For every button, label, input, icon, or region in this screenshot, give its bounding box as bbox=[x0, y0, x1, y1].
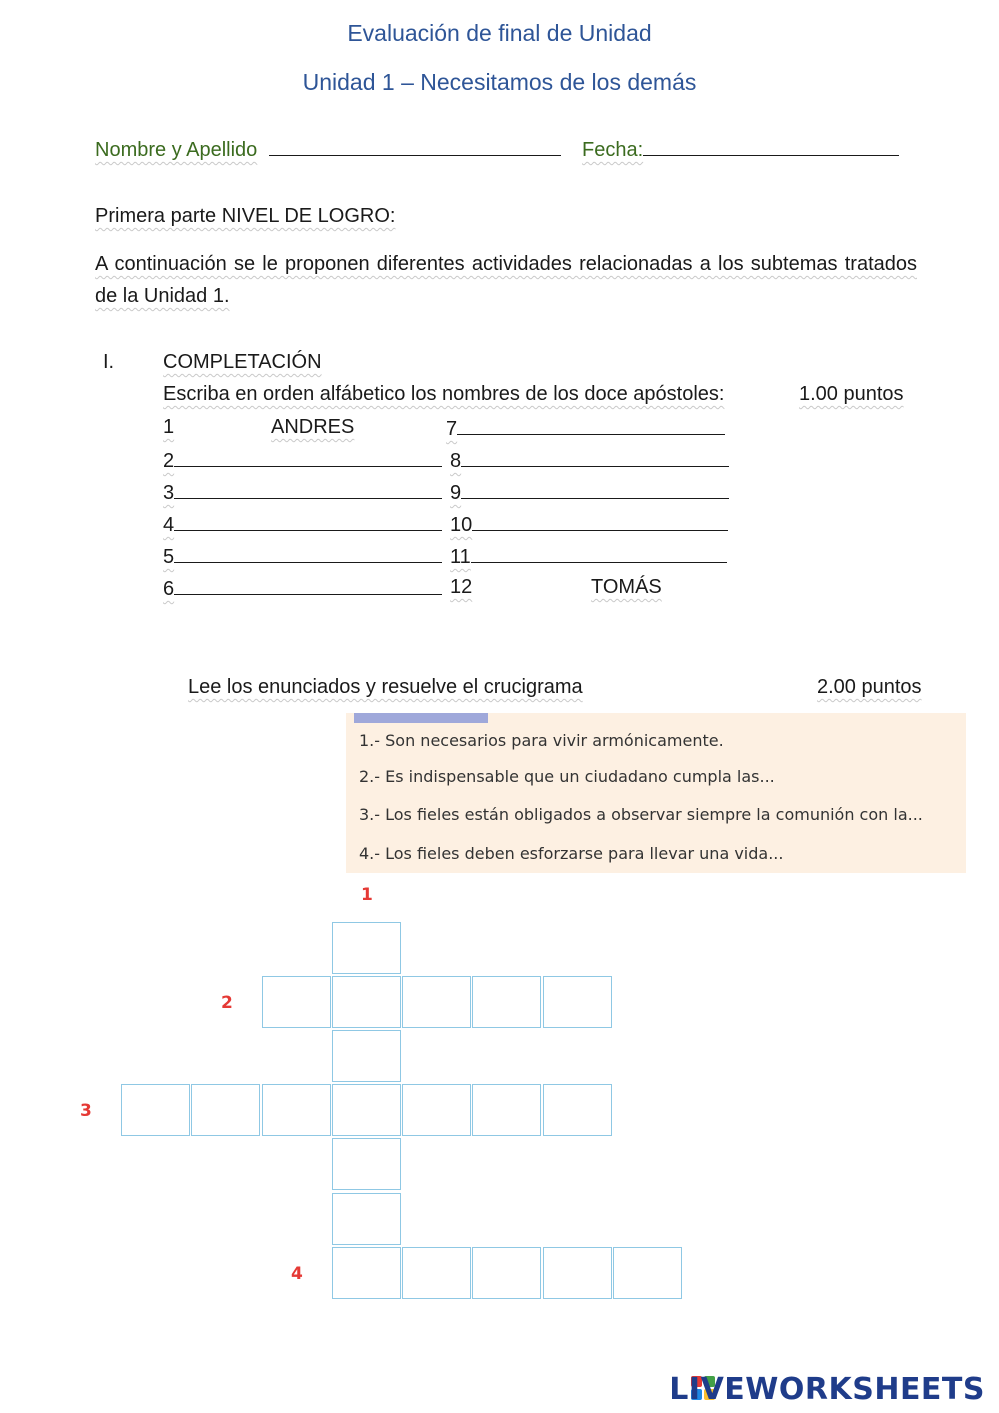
item-11-number: 11 bbox=[450, 546, 471, 568]
date-label: Fecha: bbox=[582, 139, 644, 161]
clue-3: 3.- Los fieles están obligados a observar siempre la comunión con la... bbox=[359, 805, 923, 824]
list-item bbox=[450, 480, 729, 505]
crossword-cell-3-1[interactable] bbox=[121, 1084, 190, 1136]
crossword-cell-1-5[interactable] bbox=[332, 1138, 401, 1190]
item-8-line[interactable] bbox=[461, 448, 729, 467]
item-3-number: 3 bbox=[163, 482, 175, 504]
list-item bbox=[450, 448, 729, 473]
name-label: Nombre y Apellido bbox=[95, 139, 258, 161]
crossword-cell-3-7[interactable] bbox=[543, 1084, 612, 1136]
crossword-cell-2-1[interactable] bbox=[262, 976, 331, 1028]
crossword-cell-1-1[interactable] bbox=[332, 922, 401, 974]
crossword-cell-2-5[interactable] bbox=[543, 976, 612, 1028]
item-3-line[interactable] bbox=[174, 480, 442, 499]
crossword-cell-4-3[interactable] bbox=[472, 1247, 541, 1299]
item-12-answer: TOMÁS bbox=[591, 576, 662, 598]
page-subtitle: Unidad 1 – Necesitamos de los demás bbox=[302, 69, 697, 95]
item-4-number: 4 bbox=[163, 514, 175, 536]
section-title: COMPLETACIÓN bbox=[163, 351, 322, 373]
item-4-line[interactable] bbox=[174, 512, 442, 531]
date-field-row bbox=[582, 137, 899, 162]
clues-panel bbox=[346, 713, 966, 873]
item-12-number: 12 bbox=[450, 576, 473, 598]
crossword-cell-1-4[interactable] bbox=[332, 1084, 401, 1136]
item-9-line[interactable] bbox=[461, 480, 729, 499]
list-item bbox=[163, 448, 442, 473]
crossword-cell-2-4[interactable] bbox=[472, 976, 541, 1028]
list-item bbox=[450, 512, 728, 537]
part1-heading: Primera parte NIVEL DE LOGRO: bbox=[95, 205, 396, 227]
item-7-number: 7 bbox=[446, 418, 458, 440]
item-10-line[interactable] bbox=[472, 512, 728, 531]
item-6-line[interactable] bbox=[174, 576, 442, 595]
item-7-line[interactable] bbox=[457, 416, 725, 435]
item-2-number: 2 bbox=[163, 450, 175, 472]
crossword-cell-1-7[interactable] bbox=[332, 1247, 401, 1299]
crossword-cell-3-6[interactable] bbox=[472, 1084, 541, 1136]
section-numeral: I. bbox=[103, 351, 115, 373]
clue-2: 2.- Es indispensable que un ciudadano cumpla las... bbox=[359, 767, 775, 786]
list-item bbox=[446, 416, 725, 441]
crossword-cell-3-5[interactable] bbox=[402, 1084, 471, 1136]
crossword-points: 2.00 puntos bbox=[817, 676, 922, 698]
item-2-line[interactable] bbox=[174, 448, 442, 467]
list-item bbox=[450, 544, 727, 569]
brand-wordmark: LIVEWORKSHEETS bbox=[669, 1372, 985, 1407]
crossword-instruction: Lee los enunciados y resuelve el crucigrama bbox=[188, 676, 583, 698]
crossword-cell-4-4[interactable] bbox=[543, 1247, 612, 1299]
item-9-number: 9 bbox=[450, 482, 462, 504]
item-8-number: 8 bbox=[450, 450, 462, 472]
item-1-number: 1 bbox=[163, 416, 175, 438]
crossword-cell-3-2[interactable] bbox=[191, 1084, 260, 1136]
clues-accent-bar bbox=[354, 713, 488, 723]
section-instruction: Escriba en orden alfábetico los nombres de los doce apóstoles: bbox=[163, 383, 725, 405]
list-item bbox=[163, 480, 442, 505]
list-item bbox=[163, 512, 442, 537]
crossword-cell-1-6[interactable] bbox=[332, 1193, 401, 1245]
name-input-line[interactable] bbox=[269, 137, 561, 156]
page-title: Evaluación de final de Unidad bbox=[347, 20, 652, 46]
clue-1: 1.- Son necesarios para vivir armónicamente. bbox=[359, 731, 724, 750]
crossword-cell-3-3[interactable] bbox=[262, 1084, 331, 1136]
crossword-cell-2-3[interactable] bbox=[402, 976, 471, 1028]
clue-4: 4.- Los fieles deben esforzarse para llevar una vida... bbox=[359, 844, 784, 863]
crossword-number-4: 4 bbox=[291, 1264, 303, 1284]
item-5-number: 5 bbox=[163, 546, 175, 568]
crossword-cell-1-3[interactable] bbox=[332, 1030, 401, 1082]
item-6-number: 6 bbox=[163, 578, 175, 600]
date-input-line[interactable] bbox=[643, 137, 899, 156]
item-5-line[interactable] bbox=[174, 544, 442, 563]
crossword-number-2: 2 bbox=[221, 993, 233, 1013]
item-10-number: 10 bbox=[450, 514, 473, 536]
list-item bbox=[163, 544, 442, 569]
part1-intro: A continuación se le proponen diferentes actividades relacionadas a los subtemas tratados de la Unidad 1. bbox=[95, 253, 917, 307]
list-item bbox=[163, 576, 442, 601]
crossword-cell-4-2[interactable] bbox=[402, 1247, 471, 1299]
name-field-row bbox=[95, 137, 561, 162]
item-11-line[interactable] bbox=[471, 544, 727, 563]
crossword-number-3: 3 bbox=[80, 1101, 92, 1121]
crossword-cell-1-2[interactable] bbox=[332, 976, 401, 1028]
crossword-cell-4-5[interactable] bbox=[613, 1247, 682, 1299]
section-points: 1.00 puntos bbox=[799, 383, 904, 405]
item-1-answer: ANDRES bbox=[271, 416, 355, 438]
crossword-number-1: 1 bbox=[361, 885, 373, 905]
